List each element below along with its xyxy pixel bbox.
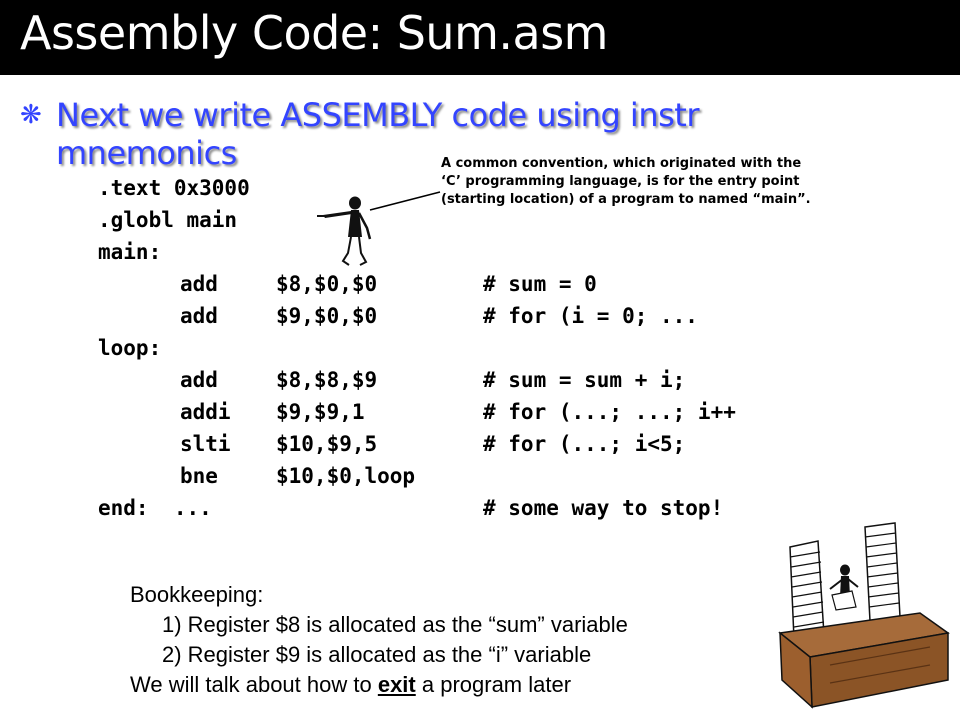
code-opcode: add [180, 304, 218, 328]
code-label: main: [98, 240, 162, 264]
bullet-text: Next we write ASSEMBLY code using instr mnemonics [56, 96, 699, 172]
bookkeeping-item: 1) Register $8 is allocated as the “sum” variable [162, 612, 628, 637]
code-label: .globl main [98, 208, 238, 232]
code-label: end: ... [98, 496, 212, 520]
code-label: .text 0x3000 [98, 176, 250, 200]
code-operands: $9,$9,1 [276, 400, 365, 424]
code-comment: # sum = sum + i; [483, 368, 686, 392]
exit-note [130, 670, 750, 700]
code-label: loop: [98, 336, 162, 360]
code-opcode: bne [180, 464, 218, 488]
exit-note-prefix: We will talk about how to [130, 672, 378, 697]
code-comment: # for (i = 0; ... [483, 304, 698, 328]
exit-word: exit [377, 672, 416, 697]
code-opcode: add [180, 272, 218, 296]
code-comment: # some way to stop! [483, 496, 724, 520]
code-opcode: add [180, 368, 218, 392]
bookkeeping-item: 2) Register $9 is allocated as the “i” variable [162, 642, 592, 667]
code-operands: $10,$0,loop [276, 464, 416, 488]
code-operands: $8,$8,$9 [276, 368, 378, 392]
callout-note: A common convention, which originated with the ‘C’ programming language, is for the entry point (starting location) of a program to named “main”. [441, 156, 811, 207]
paper-stack-left [790, 541, 824, 639]
code-operands: $10,$9,5 [276, 432, 378, 456]
bookkeeping-notes [130, 580, 750, 700]
code-operands: $9,$0,$0 [276, 304, 378, 328]
exit-note-suffix: a program later [415, 672, 572, 697]
slide-title: Assembly Code: Sum.asm [20, 6, 608, 60]
code-opcode: addi [180, 400, 231, 424]
code-comment: # for (...; i<5; [483, 432, 686, 456]
title-bar [0, 0, 960, 75]
desk-with-paper-stacks-icon [770, 515, 955, 715]
stick-figure-pointing-icon [315, 195, 385, 270]
bullet-asterisk-icon: ❋ [20, 100, 42, 130]
code-operands: $8,$0,$0 [276, 272, 378, 296]
code-opcode: slti [180, 432, 231, 456]
code-comment: # sum = 0 [483, 272, 597, 296]
paper-stack-right [865, 523, 900, 621]
bookkeeping-heading: Bookkeeping: [130, 582, 264, 607]
code-comment: # for (...; ...; i++ [483, 400, 736, 424]
